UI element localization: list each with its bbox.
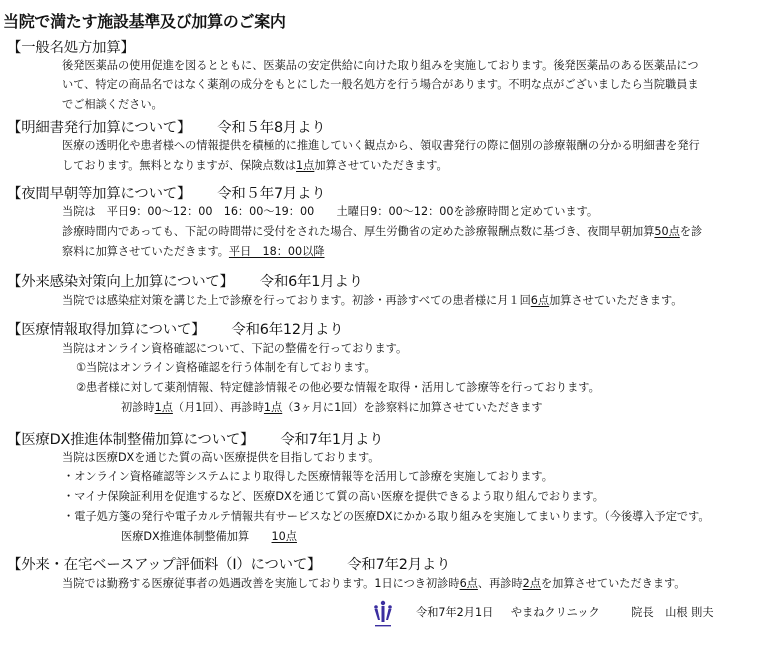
body-text: ②患者様に対して薬剤情報、特定健診情報その他必要な情報を取得・活用して診療等を行っております。: [76, 381, 600, 394]
section-body-line: [62, 157, 448, 173]
section-heading-text: 【明細書発行加算について】: [7, 120, 192, 136]
points-value: 1点: [263, 401, 283, 414]
body-text: を加算させていただきます。: [540, 577, 686, 590]
section-body-line: [63, 488, 604, 504]
section-heading-text: 【外来感染対策向上加算について】: [7, 274, 234, 290]
section-effective-date: 令和５年8月より: [217, 120, 326, 136]
footer-director-name: 山根 則夫: [665, 606, 714, 619]
body-text: 当院は 平日9：00～12：00 16：00～19：00 土曜日9：00～12：00を診療時間と定めています。: [62, 205, 599, 218]
body-text: 当院では勤務する医療従事者の処遇改善を実施しております。1日につき初診時: [62, 577, 460, 590]
points-value: 1点: [154, 401, 173, 414]
section-body-line: [62, 223, 702, 239]
points-value: 平日 18：00以降: [228, 245, 325, 258]
footer-clinic-name: やまねクリニック: [510, 606, 600, 619]
body-text: しております。無料となりますが、保険点数は: [62, 159, 297, 172]
body-text: 加算させていただきます。: [314, 159, 448, 172]
body-text: 当院はオンライン資格確認について、下記の整備を行っております。: [62, 342, 408, 355]
body-text: を診: [679, 225, 703, 238]
body-text: 後発医薬品の使用促進を図るとともに、医薬品の安定供給に向けた取り組みを実施しております。後発医薬品のある医薬品につ: [62, 59, 699, 72]
section-heading: [7, 428, 383, 449]
body-text: 医療DX推進体制整備加算: [121, 530, 272, 543]
section-body-line: [63, 508, 710, 524]
body-text: （月1回）、再診時: [172, 401, 264, 414]
points-value: 1点: [296, 159, 315, 172]
section-body-line: [62, 203, 598, 219]
page-title: 当院で満たす施設基準及び加算のご案内: [3, 12, 286, 31]
points-value: 10点: [271, 530, 297, 543]
section-heading: [7, 116, 326, 137]
body-text: 医療の透明化や患者様への情報提供を積極的に推進していく観点から、領収書発行の際に個別の診療報酬の分かる明細書を発行: [62, 139, 700, 152]
body-text: ・電子処方箋の発行や電子カルテ情報共有サービスなどの医療DXにかかる取り組みを実施してまいります。（今後導入予定です。: [63, 510, 710, 523]
section-body-line: [62, 340, 407, 356]
body-text: 初診時: [121, 401, 155, 414]
section-effective-date: 令和6年1月より: [259, 274, 363, 290]
footer-date: 令和7年2月1日: [416, 606, 494, 619]
section-body-line: [62, 449, 379, 465]
section-body-line: [62, 76, 699, 92]
section-effective-date: 令和7年2月より: [347, 557, 451, 573]
section-heading: [7, 318, 343, 339]
body-text: 当院は医療DXを通じた質の高い医療提供を目指しております。: [62, 451, 380, 464]
points-value: 2点: [522, 577, 541, 590]
footer: [416, 604, 714, 620]
section-heading-text: 【夜間早朝等加算について】: [7, 186, 192, 202]
body-text: いて、特定の商品名ではなく薬剤の成分をもとにした一般名処方を行う場合があります。不明な点がございましたら当院職員ま: [62, 78, 699, 91]
section-heading: [7, 182, 326, 203]
section-effective-date: 令和6年12月より: [231, 322, 344, 338]
body-text: 加算させていただきます。: [549, 294, 683, 307]
body-text: （3ヶ月に1回）を診察料に加算させていただきます: [282, 401, 543, 414]
section-body-line: [121, 528, 297, 544]
section-body-line: [63, 468, 553, 484]
section-heading-text: 【外来・在宅ベースアップ評価料（Ⅰ）について】: [7, 557, 322, 573]
section-body-line: [62, 575, 686, 591]
section-heading-text: 【医療DX推進体制整備加算について】: [7, 432, 255, 448]
section-heading-text: 【医療情報取得加算について】: [7, 322, 206, 338]
section-heading: [7, 270, 363, 291]
section-body-line: [76, 379, 600, 395]
points-value: 6点: [459, 577, 478, 590]
section-body-line: [62, 57, 699, 73]
section-heading-text: 【一般名処方加算】: [7, 40, 135, 56]
body-text: 診療時間内であっても、下記の時間帯に受付をされた場合、厚生労働省の定めた診療報酬点数に基づき、夜間早朝加算: [62, 225, 655, 238]
body-text: 察料に加算させていただきます。: [62, 245, 229, 258]
section-body-line: [62, 137, 700, 153]
body-text: 当院では感染症対策を講じた上で診療を行っております。初診・再診すべての患者様に月１回: [62, 294, 531, 307]
points-value: 6点: [530, 294, 550, 307]
section-body-line: [62, 292, 682, 308]
section-heading: [7, 36, 135, 57]
section-body-line: [62, 243, 325, 259]
section-body-line: [62, 96, 163, 112]
section-body-line: [76, 359, 376, 375]
section-body-line: [121, 399, 543, 415]
section-effective-date: 令和7年1月より: [280, 432, 384, 448]
clinic-logo-icon: [371, 599, 395, 629]
body-text: ・オンライン資格確認等システムにより取得した医療情報等を活用して診療を実施しております。: [63, 470, 553, 483]
section-effective-date: 令和５年7月より: [217, 186, 326, 202]
body-text: 、再診時: [477, 577, 523, 590]
body-text: でご相談ください。: [62, 98, 163, 111]
footer-director-title: 院長: [631, 606, 654, 619]
body-text: ①当院はオンライン資格確認を行う体制を有しております。: [76, 361, 376, 374]
points-value: 50点: [654, 225, 680, 238]
body-text: ・マイナ保険証利用を促進するなど、医療DXを通じて質の高い医療を提供できるよう取り組んでおります。: [63, 490, 604, 503]
section-heading: [7, 553, 450, 574]
